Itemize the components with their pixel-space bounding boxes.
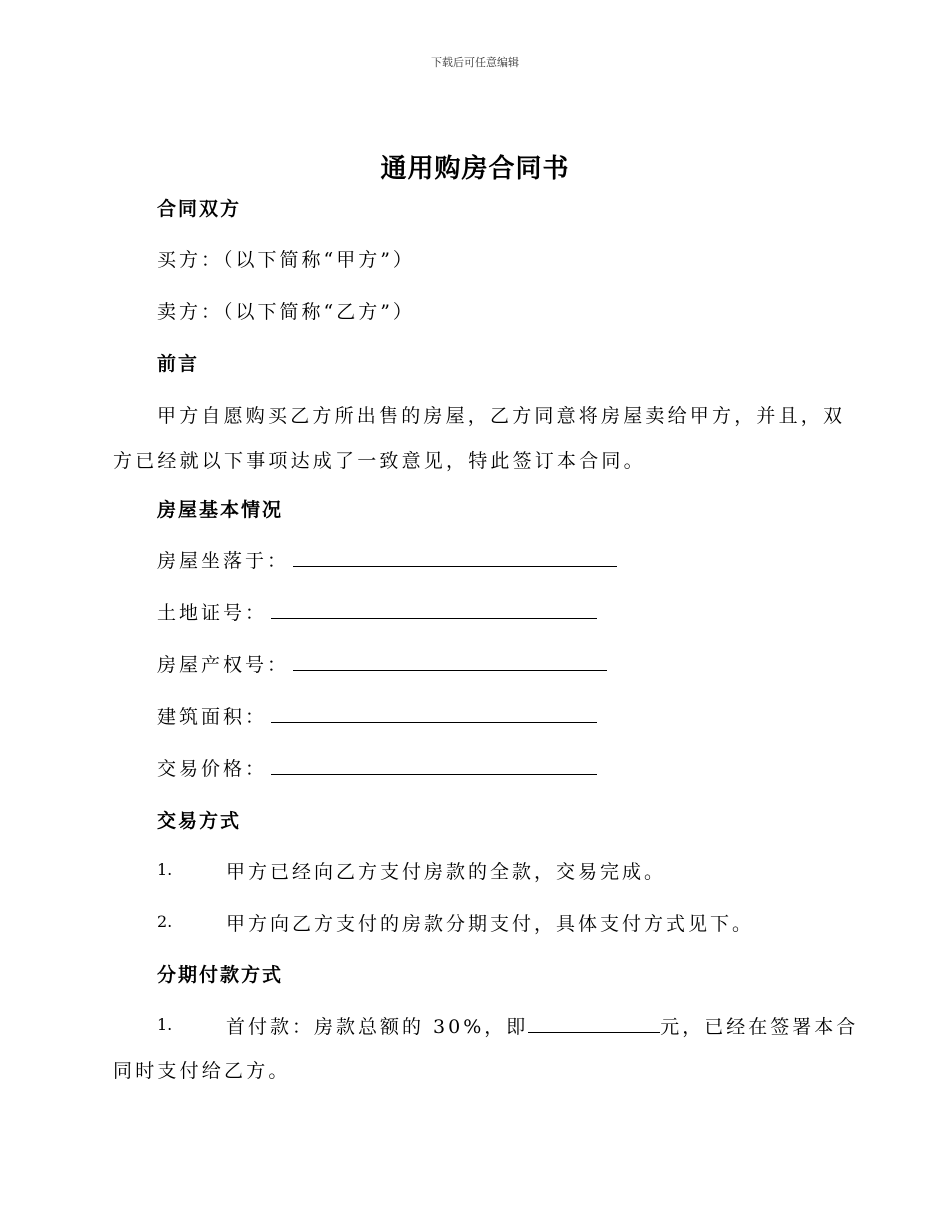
header-note: 下载后可任意编辑 — [431, 56, 519, 69]
transaction-item-1-text: 甲方已经向乙方支付房款的全款，交易完成。 — [226, 861, 667, 883]
installment-item-1-text-b: 元，已经在签署本合 — [660, 1016, 859, 1038]
installment-item-1-text — [226, 1012, 858, 1039]
property-cert-field — [157, 650, 607, 677]
area-blank — [271, 704, 597, 723]
price-field — [157, 754, 597, 781]
transaction-heading: 交易方式 — [157, 810, 242, 832]
transaction-item-1-number: 1. — [157, 860, 173, 879]
area-field — [157, 702, 597, 729]
price-blank — [271, 756, 597, 775]
document-title: 通用购房合同书 — [380, 154, 570, 184]
installment-item-1-line-2: 同时支付给乙方。 — [113, 1060, 291, 1082]
property-cert-label: 房屋产权号： — [157, 654, 290, 676]
down-payment-blank — [528, 1014, 660, 1033]
location-field — [157, 546, 617, 573]
land-cert-blank — [271, 600, 597, 619]
installment-heading: 分期付款方式 — [157, 964, 284, 986]
property-cert-blank — [293, 652, 607, 671]
area-label: 建筑面积： — [157, 706, 268, 728]
installment-item-1-number: 1. — [157, 1015, 173, 1034]
house-info-heading: 房屋基本情况 — [157, 499, 284, 521]
preface-line-2: 方已经就以下事项达成了一致意见，特此签订本合同。 — [113, 450, 646, 472]
price-label: 交易价格： — [157, 758, 268, 780]
parties-heading: 合同双方 — [157, 198, 242, 220]
installment-item-1-text-a: 首付款：房款总额的 30%，即 — [226, 1016, 529, 1038]
land-cert-label: 土地证号： — [157, 602, 268, 624]
location-label: 房屋坐落于： — [157, 550, 290, 572]
buyer-line: 买方：（以下简称“甲方”） — [157, 249, 415, 271]
preface-line-1: 甲方自愿购买乙方所出售的房屋，乙方同意将房屋卖给甲方，并且，双 — [157, 405, 846, 427]
preface-heading: 前言 — [157, 353, 200, 375]
seller-line: 卖方：（以下简称“乙方”） — [157, 301, 415, 323]
transaction-item-2-text: 甲方向乙方支付的房款分期支付，具体支付方式见下。 — [226, 913, 755, 935]
land-cert-field — [157, 598, 597, 625]
location-blank — [293, 548, 617, 567]
transaction-item-2-number: 2. — [157, 912, 173, 931]
